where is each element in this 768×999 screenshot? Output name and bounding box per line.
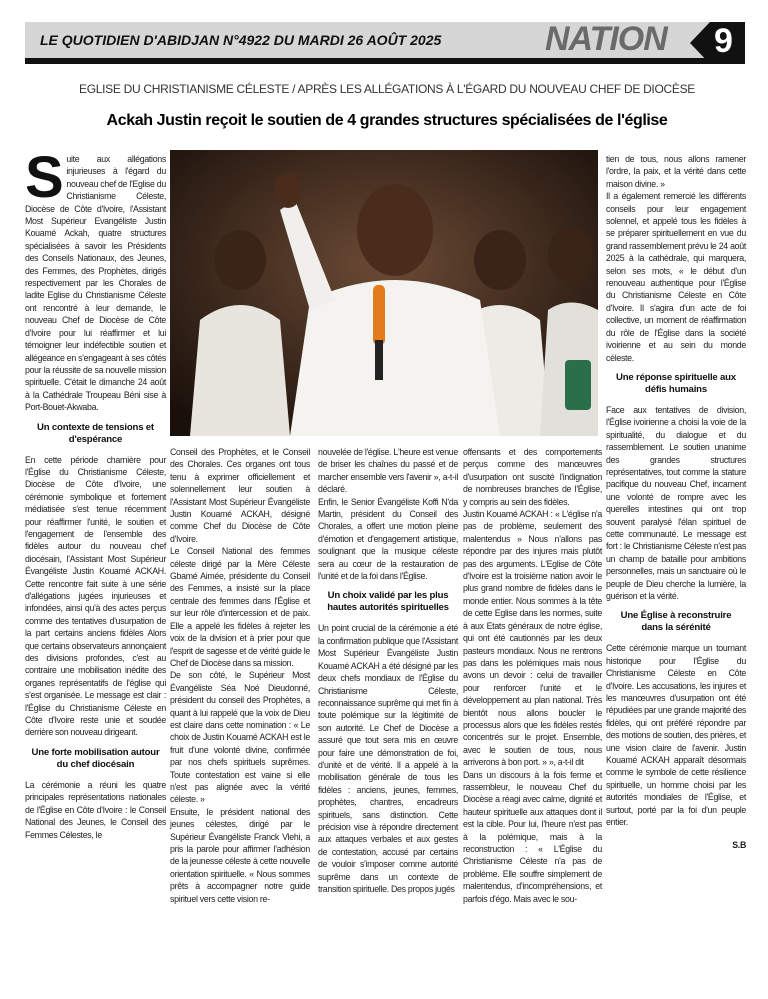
page-number: 9 — [714, 22, 733, 60]
paragraph: En cette période charnière pour l'Église du Christianisme Céleste, Diocèse de Côte d'Ivoire, une cérémonie symbolique et fortement médiatisée s'est tenue récemment pour réaffirmer l'unité, le soutien et l'engagement de l'ensemble des fidèles autour du nouveau chef diocésain, l'Assistant Most Supérieur Évangéliste Justin Kouamé ACKAH. Cette rencontre fait suite à une série d'allégations jugées injurieuses et infondées, ainsi qu'à des actes perçus comme des tentatives d'usurpation de la part certains anciens fidèles Alors que certains observateurs annonçaient des divisions profondes, c'est au contraire une mobilisation inédite des organes représentatifs de l'église qui s'est organisée. Le message est clair : l'Église du Christianisme Céleste en Côte d'Ivoire reste unie et soudée derrière son nouveau dirigeant. — [25, 454, 166, 738]
column-4 — [463, 446, 602, 905]
paragraph: offensants et des comportements perçus comme des manœuvres d'usurpation ont suscité l'indignation de nombreuses branches de l'Église, y compris au sein des fidèles. — [463, 447, 602, 507]
subheading: Une forte mobilisation autour du chef diocésain — [31, 746, 160, 770]
subheading: Une réponse spirituelle aux défis humains — [616, 371, 736, 395]
column-2 — [170, 446, 310, 905]
paragraph: La cérémonie a réuni les quatre principales représentations nationales de l'Église en Côte d'Ivoire : le Conseil National des Jeunes, le Conseil des Femmes Célestes, le — [25, 779, 166, 840]
paragraph: tien de tous, nous allons ramener l'ordre, la paix, et la vérité dans cette maison divine. » — [606, 154, 746, 189]
article-photo — [170, 150, 598, 436]
paragraph: Cette cérémonie marque un tournant historique pour l'Église du Christianisme Céleste en Côte d'Ivoire. Les accusations, les injures et les manœuvres d'usurpation ont été répudiées par une grande majorité des fidèles, qui ont préféré répondre par des motions de soutien, des prières, et une vision claire de l'avenir. Justin Kouamé ACKAH apparaît désormais comme le symbole de cette résilience spirituelle, un homme choisi par les autorités mondiales de l'Église, et surtout, porté par la foi d'un peuple entier. — [606, 643, 747, 828]
author-signature: S.B — [732, 839, 746, 850]
subheading: Une Église à reconstruire dans la sérénité — [620, 610, 732, 634]
article-headline: Ackah Justin reçoit le soutien de 4 grandes structures spécialisées de l'église — [106, 112, 668, 129]
paragraph: De son côté, le Supérieur Most Évangéliste Séa Noé Dieudonné, président du conseil des Prophètes, a quant à lui rappelé que la voix de Dieu est claire dans cette nomination : « Le choix de Justin Kouamé ACKAH est le fruit d'une volonté divine, confirmée par nos chefs spirituels suprêmes. Toute contestation est vaine si elle n'est pas alignée avec la vérité céleste. » — [170, 670, 310, 805]
lead-paragraph: uite aux allégations injurieuses à l'égard du nouveau chef de l'Eglise du Christianisme Céleste, Diocèse de Côte d'Ivoire, l'Assistant Most Supérieur Evangéliste Justin Kouamé Ackah, quatre structures spécialisées à savoir les Présidents des Conseils Nationaux, des Jeunes, des Femmes, des Prophètes, dirigés respectivement par les Chorales de ladite Eglise du Christianisme Céleste ont rencontré à leur demande, le nouveau Chef de Diocèse de Côte d'Ivoire pour lui réaffirmer et lui témoigner leur indéfectible soutien et allégeance en s'engageant à ses côtés pour la réussite de sa nouvelle mission spirituelle. C'était le dimanche 24 août à la Cathédrale Troupeau Béni sise à Port-Bouet-Akwaba. — [25, 154, 166, 413]
subheading: Un choix validé par les plus hautes autorités spirituelles — [327, 590, 449, 614]
column-3 — [318, 446, 458, 895]
paragraph: Ensuite, le président national des jeunes célestes, dirigé par le Supérieur Évangéliste Franck Vlehi, a pris la parole pour affirmer l'adhésion de la jeunesse céleste à cette nouvelle orientation spirituelle. « Nous sommes prêts à accompagner notre guide spirituel vers cette vision re- — [170, 806, 310, 904]
paragraph: nouvelée de l'église. L'heure est venue de briser les chaînes du passé et de marcher ensemble vers l'avenir », a-t-il déclaré. — [318, 447, 458, 495]
issue-line: LE QUOTIDIEN D'ABIDJAN N°4922 DU MARDI 26 AOÛT 2025 — [40, 32, 442, 48]
section-title: NATION — [545, 20, 667, 58]
paragraph: Face aux tentatives de division, l'Église ivoirienne a choisi la voie de la spiritualité, du dialogue et du rassemblement. Le soutien unanime des grandes structures représentatives, tout comme la stature pacifique du nouveau Chef, incarnent une volonté de rompre avec les querelles intestines qui ont trop souvent paralysé l'élan spirituel de cette communauté. Le message est fort : le Christianisme Céleste n'est pas un champ de bataille pour ambitions personnelles, mais un sanctuaire où le peuple de Dieu cherche la lumière, la guérison et la vérité. — [606, 404, 746, 601]
paragraph: Dans un discours à la fois ferme et rassembleur, le nouveau Chef du Diocèse a réagi avec calme, dignité et hauteur spirituelle aux attaques dont il est la cible. Pour lui, l'heure n'est pas à la polémique, mais à la reconstruction : « L'Église du Christianisme Céleste n'a pas de problème. Elle souffre simplement de malentendus, d'incompréhensions, et parfois d'égo. Mais avec le sou- — [463, 769, 602, 904]
article-kicker: EGLISE DU CHRISTIANISME CÉLESTE / APRÈS LES ALLÉGATIONS À L'ÉGARD DU NOUVEAU CHEF DE DIOCÈSE — [79, 82, 695, 96]
column-5 — [606, 153, 746, 851]
paragraph: Conseil des Prophètes, et le Conseil des Chorales. Ces organes ont tous tenu à exprimer officiellement et solennellement leur soutien à l'Assistant Most Supérieur Évangéliste Justin Kouamé ACKAH, désigné comme Chef du Diocèse de Côte d'Ivoire. — [170, 447, 310, 544]
paragraph: Un point crucial de la cérémonie a été la confirmation publique que l'Assistant Most Supérieur Évangéliste Justin Kouamé ACKAH a été désigné par les deux chefs mondiaux de l'Église du Christianisme Céleste, reconnaissance suprême qui met fin à toute polémique sur la légitimité de son autorité. Le Chef de Diocèse a assuré que tout sera mis en œuvre pour faire une démonstration de foi, d'unité et de vérité. Il a appelé à la mobilisation générale de tous les fidèles : anciens, jeunes, femmes, prophètes, chantres, encadreurs spirituels, sans distinction. Cette précision vise à répondre directement aux attaques verbales et aux gestes de contestation, accusé par certains de vouloir s'imposer comme autorité suprême dans un contexte de transition spirituelle. Des propos jugés — [318, 623, 458, 894]
column-1 — [25, 145, 166, 841]
paragraph: Il a également remercié les différents conseils pour leur engagement solennel, et appelé tous les fidèles à se préparer spirituellement en vue du grand rassemblement prévu le 24 août 2025 à la cathédrale, qui marquera, selon ses mots, « le début d'un renouveau authentique pour l'Église du Christianisme Céleste en Côte d'Ivoire. Il s'agira d'un acte de foi collective, un moment de réaffirmation du rôle de l'Église dans la société ivoirienne et au sein du monde céleste. — [606, 191, 746, 363]
drop-cap: S — [25, 145, 64, 210]
photo-illustration — [170, 150, 598, 436]
paragraph: Le Conseil National des femmes céleste dirigé par la Mère Céleste Gbamé Aimée, présidente du Conseil des Femmes, a insisté sur la place centrale des femmes dans l'Église et sur leur rôle d'intercession et de paix. Elle a appelé les fidèles à rejeter les voix de la division et à prier pour que l'esprit de sagesse et de vérité guide le Chef de Diocèse dans sa mission. — [170, 546, 310, 668]
subheading: Un contexte de tensions et d'espérance — [37, 421, 154, 445]
paragraph: Justin Kouamé ACKAH : « L'église n'a pas de problème, seulement des malentendus » Nous n'allons pas répondre par des injures mais plutôt pas des arguments. L'Eglise de Côte d'Ivoire est la troisième nation avoir le plus grand nombre de fidèles dans le monde entier. Nous sommes à la tête de cette Eglise dans les normes, suite à aux Etats généraux de notre église, qui ont été cautionnés par les deux pasteurs mondiaux. Nous ne rentrons pas dans les polémiques mais nous avons un devoir : celui de travailler pour renforcer l'unité et le développement au plan national. Très bientôt nous allons boucler le processus alors que les fidèles restés concentrés sur le projet. Ensemble, avec le soutien de tous, nous arriverons à bon port. » », a-t-il dit — [463, 509, 602, 768]
paragraph: Enfin, le Senior Évangéliste Koffi N'da Martin, président du Conseil des Chorales, a offert une motion pleine d'émotion et d'engagement artistique, soulignant que la musique céleste sera au cœur de la restauration de l'unité et de la foi dans l'Église. — [318, 496, 458, 582]
